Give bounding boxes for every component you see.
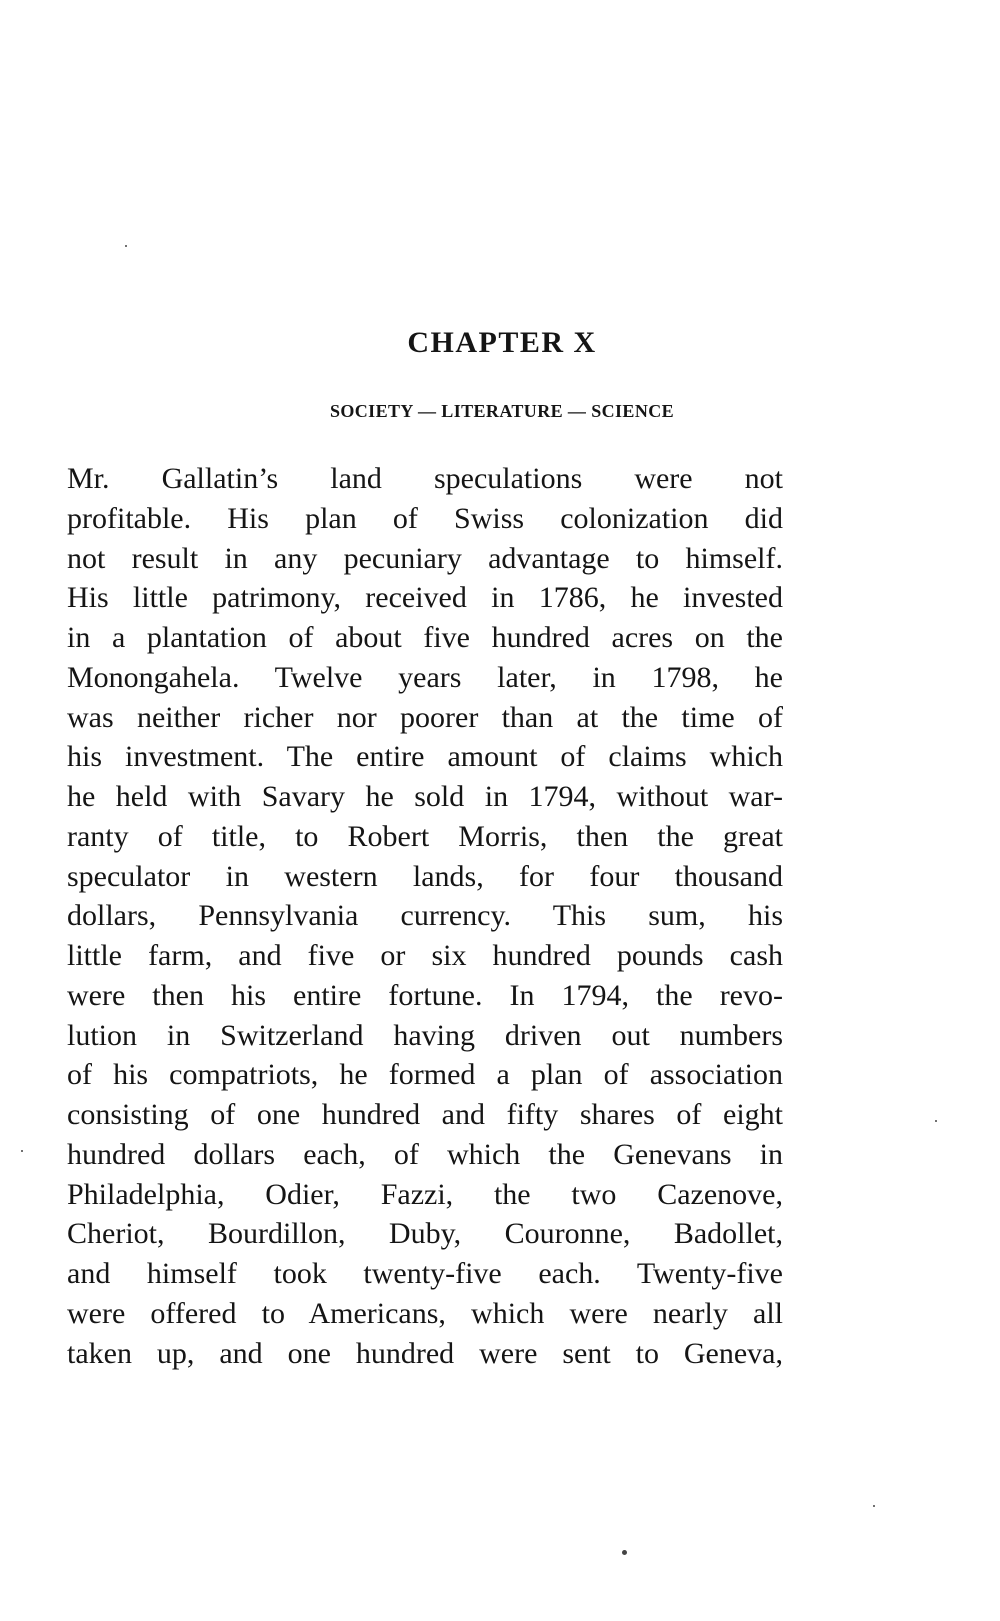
text-line: of his compatriots, he formed a plan of association bbox=[67, 1058, 783, 1092]
text-line: profitable. His plan of Swiss colonization did bbox=[67, 501, 783, 535]
scan-speck bbox=[21, 1150, 23, 1152]
text-line: was neither richer nor poorer than at the time of bbox=[67, 700, 783, 734]
text-line: little farm, and five or six hundred pounds cash bbox=[67, 939, 783, 972]
text-line: taken up, and one hundred were sent to Geneva, bbox=[67, 1336, 783, 1370]
scan-speck bbox=[125, 245, 127, 247]
text-line: and himself took twenty-five each. Twenty-five bbox=[67, 1257, 783, 1290]
text-line: speculator in western lands, for four thousand bbox=[67, 859, 783, 893]
text-line: were then his entire fortune. In 1794, the revo- bbox=[67, 978, 783, 1012]
body-paragraph bbox=[67, 459, 783, 1373]
text-line: Philadelphia, Odier, Fazzi, the two Cazenove, bbox=[67, 1177, 783, 1211]
chapter-title: CHAPTER X bbox=[407, 326, 597, 359]
text-line: Monongahela. Twelve years later, in 1798, he bbox=[67, 660, 783, 694]
text-line: consisting of one hundred and fifty shares of eight bbox=[67, 1098, 783, 1131]
text-line: hundred dollars each, of which the Genevans in bbox=[67, 1137, 783, 1171]
scan-speck bbox=[935, 1120, 937, 1122]
text-line: ranty of title, to Robert Morris, then the great bbox=[67, 819, 783, 853]
text-line: dollars, Pennsylvania currency. This sum, his bbox=[67, 899, 783, 933]
text-line: were offered to Americans, which were nearly all bbox=[67, 1296, 783, 1330]
scan-speck bbox=[622, 1550, 627, 1555]
text-line: he held with Savary he sold in 1794, without war- bbox=[67, 780, 783, 813]
text-line: not result in any pecuniary advantage to himself. bbox=[67, 541, 783, 575]
text-line: His little patrimony, received in 1786, he invested bbox=[67, 581, 783, 615]
text-line: in a plantation of about five hundred acres on the bbox=[67, 621, 783, 654]
text-line: his investment. The entire amount of claims which bbox=[67, 740, 783, 774]
text-line: Cheriot, Bourdillon, Duby, Couronne, Badollet, bbox=[67, 1217, 783, 1251]
chapter-subtitle: SOCIETY — LITERATURE — SCIENCE bbox=[329, 401, 675, 421]
scan-speck bbox=[873, 1505, 875, 1507]
text-line: Mr. Gallatin’s land speculations were not bbox=[67, 462, 783, 495]
text-line: lution in Switzerland having driven out numbers bbox=[67, 1018, 783, 1052]
